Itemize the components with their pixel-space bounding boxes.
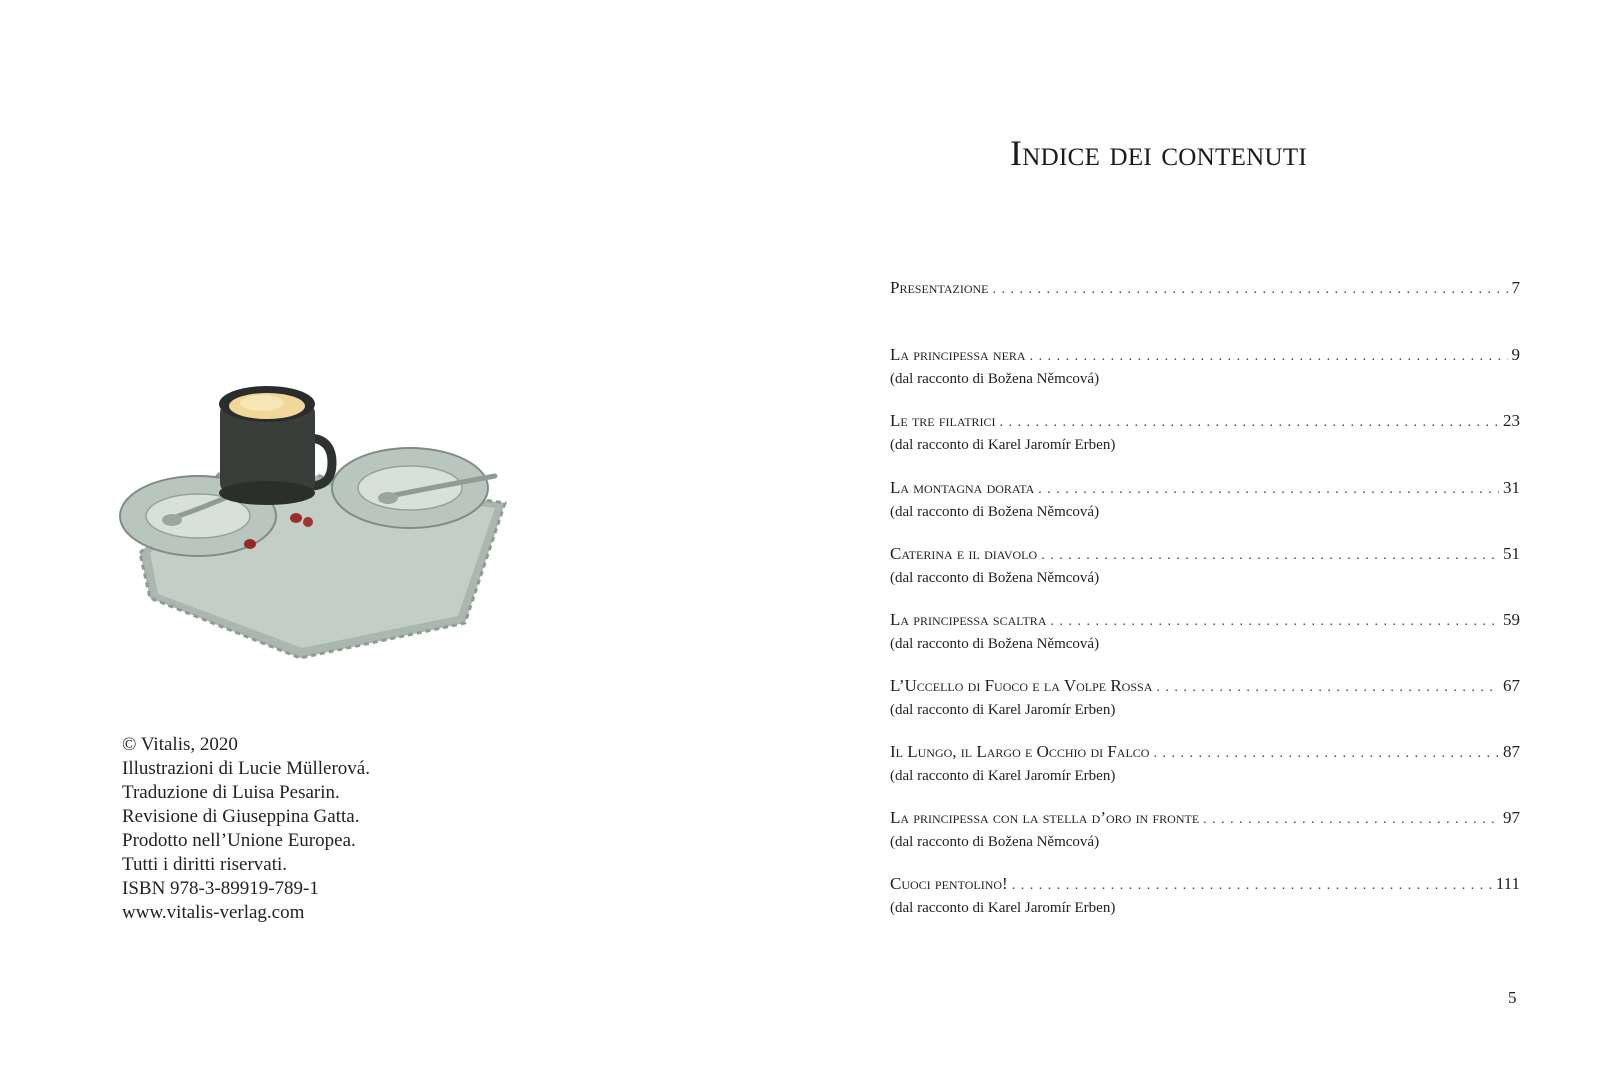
toc-entry[interactable] (890, 873, 1520, 918)
dot-leader (1153, 743, 1499, 765)
toc-entry[interactable] (890, 344, 1520, 389)
toc-entry-page: 9 (1511, 345, 1520, 364)
website-line: www.vitalis-verlag.com (122, 902, 305, 923)
toc-entry[interactable] (890, 741, 1520, 786)
toc-entry[interactable] (890, 277, 1520, 301)
mug-and-bowls-illustration (110, 368, 510, 678)
toc-entry-title: L’Uccello di Fuoco e la Volpe Rossa (890, 676, 1153, 695)
toc-entry-title: Presentazione (890, 278, 989, 297)
dot-leader (1156, 677, 1499, 699)
rights-line: Tutti i diritti riservati. (122, 854, 288, 875)
toc-entry-source: (dal racconto di Karel Jaromír Erben) (890, 702, 1116, 718)
toc-entry-source: (dal racconto di Božena Němcová) (890, 504, 1100, 520)
toc-entry[interactable] (890, 543, 1520, 588)
dot-leader (1203, 809, 1499, 831)
toc-entry-source: (dal racconto di Božena Němcová) (890, 636, 1100, 652)
toc-entry-page: 67 (1503, 676, 1520, 695)
toc-entry-page: 87 (1503, 742, 1520, 761)
dot-leader (1050, 611, 1499, 633)
toc-entry[interactable] (890, 675, 1520, 720)
toc-entry-title: Caterina e il diavolo (890, 544, 1038, 563)
toc-entry[interactable] (890, 410, 1520, 455)
translator-line: Traduzione di Luisa Pesarin. (122, 782, 340, 803)
dot-leader (1041, 545, 1499, 567)
toc-entry-source: (dal racconto di Božena Němcová) (890, 834, 1100, 850)
toc-entry-title: La principessa scaltra (890, 610, 1047, 629)
page-number: 5 (1508, 988, 1517, 1007)
toc-entry[interactable] (890, 807, 1520, 852)
toc-entry-page: 51 (1503, 544, 1520, 563)
toc-entry[interactable] (890, 477, 1520, 522)
production-line: Prodotto nell’Unione Europea. (122, 830, 356, 851)
toc-entry-source: (dal racconto di Božena Němcová) (890, 371, 1100, 387)
copyright-line: © Vitalis, 2020 (122, 734, 238, 755)
dot-leader (992, 279, 1507, 301)
toc-entry-page: 59 (1503, 610, 1520, 629)
dot-leader (1038, 479, 1499, 501)
dot-leader (1012, 875, 1492, 897)
toc-entry-page: 97 (1503, 808, 1520, 827)
dot-leader (1030, 346, 1508, 368)
toc-entry-title: Le tre filatrici (890, 411, 996, 430)
toc-entry-title: Cuoci pentolino! (890, 874, 1008, 893)
toc-entry-title: Il Lungo, il Largo e Occhio di Falco (890, 742, 1150, 761)
toc-entry-title: La principessa con la stella d’oro in fronte (890, 808, 1200, 827)
toc-entry-source: (dal racconto di Karel Jaromír Erben) (890, 437, 1116, 453)
illustrator-line: Illustrazioni di Lucie Müllerová. (122, 758, 370, 779)
toc-entry-source: (dal racconto di Božena Němcová) (890, 570, 1100, 586)
toc-entry-source: (dal racconto di Karel Jaromír Erben) (890, 768, 1116, 784)
page-title: Indice dei contenuti (1010, 133, 1308, 173)
imprint (122, 733, 370, 925)
isbn-line: ISBN 978-3-89919-789-1 (122, 878, 319, 899)
toc-entry-page: 7 (1511, 278, 1520, 297)
revision-line: Revisione di Giuseppina Gatta. (122, 806, 360, 827)
dot-leader (1000, 412, 1499, 434)
toc-entry-page: 111 (1495, 874, 1520, 893)
toc-entry-page: 31 (1503, 478, 1520, 497)
toc-entry-page: 23 (1503, 411, 1520, 430)
toc-entry-title: La principessa nera (890, 345, 1026, 364)
toc-entry-source: (dal racconto di Karel Jaromír Erben) (890, 900, 1116, 916)
toc-entry[interactable] (890, 609, 1520, 654)
toc-entry-title: La montagna dorata (890, 478, 1035, 497)
